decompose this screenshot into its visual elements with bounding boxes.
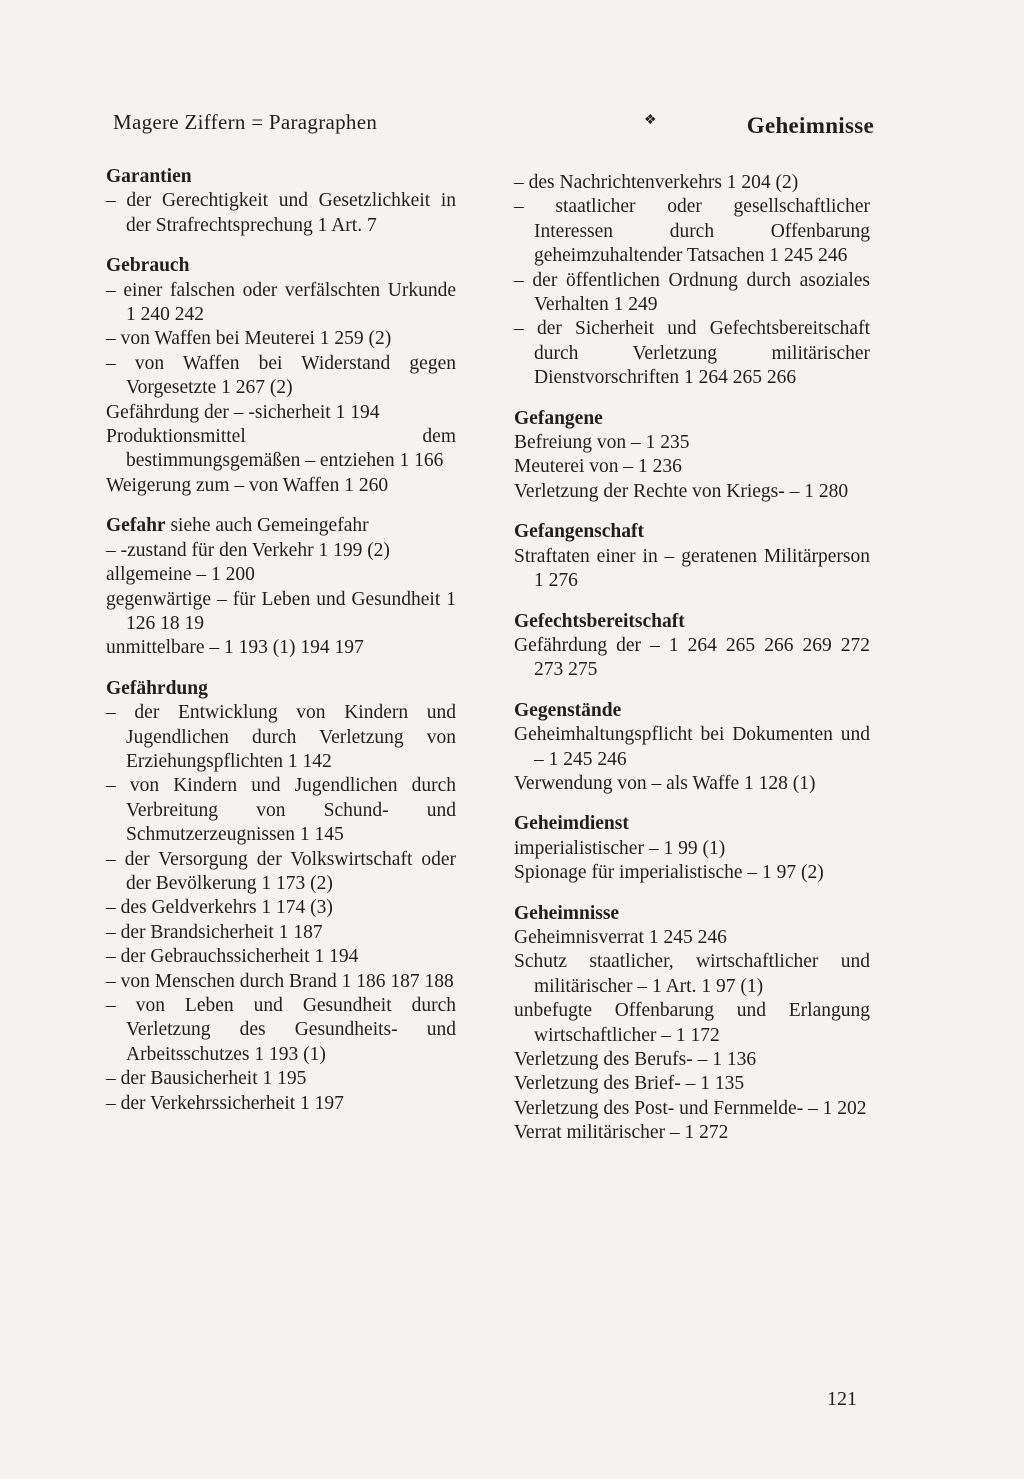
subentry-line: – von Menschen durch Brand 1 186 187 188 — [106, 970, 454, 992]
subentry-line: Geheimnisverrat 1 245 246 — [514, 926, 727, 948]
subentry-line: – einer falschen oder verfälschten Urkunde 1 240 242 — [106, 279, 456, 326]
subentry-line: gegenwärtige – für Leben und Gesundheit 1 126 18 19 — [106, 588, 456, 634]
subentry-line: Spionage für imperialistische – 1 97 (2) — [514, 862, 824, 884]
subentry-line: – des Nachrichtenverkehrs 1 204 (2) — [514, 172, 799, 193]
subentry-line: – der Brandsicherheit 1 187 — [106, 921, 323, 943]
index-entry — [514, 610, 870, 683]
heading-text: Geheimnisse — [514, 902, 620, 924]
subentry-line: – von Kindern und Jugendlichen durch Verbreitung von Schund- und Schmutzerzeugnissen 1 145 — [106, 775, 456, 846]
subentry-line: Meuterei von – 1 236 — [514, 456, 682, 478]
subentry-line: – von Waffen bei Widerstand gegen Vorgesetzte 1 267 (2) — [106, 352, 456, 399]
left-column — [106, 165, 456, 1132]
heading-text: Gegenstände — [514, 699, 622, 721]
index-entry — [106, 677, 456, 1116]
subentry-line: Verrat militärischer – 1 272 — [514, 1122, 729, 1144]
subentry-line: Gefährdung der – 1 264 265 266 269 272 273 275 — [514, 634, 870, 681]
heading-text: Gefangene — [514, 407, 603, 429]
entry-heading — [514, 699, 870, 723]
subentry-line: – von Leben und Gesundheit durch Verletzung des Gesundheits- und Arbeitsschutzes 1 193 (1) — [106, 995, 456, 1065]
page-number: 121 — [827, 1388, 857, 1410]
entry-heading — [106, 165, 456, 189]
subentry-line: Gefährdung der – -sicherheit 1 194 — [106, 401, 380, 423]
subentry-line: – der Versorgung der Volkswirtschaft oder der Bevölkerung 1 173 (2) — [106, 848, 456, 894]
index-entry — [514, 171, 870, 391]
subentry-line: Verletzung des Berufs- – 1 136 — [514, 1049, 757, 1070]
entry-heading — [514, 520, 870, 544]
header-left-note: Magere Ziffern = Paragraphen — [113, 110, 378, 134]
entry-heading — [514, 902, 870, 926]
subentry-line: Verwendung von – als Waffe 1 128 (1) — [514, 772, 816, 794]
entry-heading — [106, 514, 456, 538]
subentry-line: allgemeine – 1 200 — [106, 564, 255, 586]
subentry-line: – staatlicher oder gesellschaftlicher Interessen durch Offenbarung geheimzuhaltender Tatsachen 1 245 246 — [514, 196, 870, 267]
subentry-line: imperialistischer – 1 99 (1) — [514, 837, 726, 859]
heading-text: Gefechtsbereitschaft — [514, 610, 685, 632]
subentry-line: – der Bausicherheit 1 195 — [106, 1068, 307, 1090]
heading-text: Geheimdienst — [514, 813, 629, 835]
running-head: Geheimnisse — [746, 113, 874, 138]
index-entry — [106, 254, 456, 498]
index-entry — [514, 407, 870, 505]
subentry-line: – der Gerechtigkeit und Gesetzlichkeit in der Strafrechtsprechung 1 Art. 7 — [106, 190, 456, 236]
index-entry — [106, 165, 456, 238]
subentry-line: Straftaten einer in – geratenen Militärperson 1 276 — [514, 545, 870, 592]
heading-text: Gefahr — [106, 515, 166, 537]
entry-heading — [106, 677, 456, 701]
index-entry — [514, 812, 870, 885]
entry-heading — [514, 407, 870, 431]
subentry-line: Verletzung des Brief- – 1 135 — [514, 1073, 745, 1095]
entry-heading — [106, 254, 456, 278]
index-entry — [106, 514, 456, 660]
heading-note: siehe auch Gemeingefahr — [165, 515, 369, 537]
entry-heading — [514, 812, 870, 836]
heading-text: Gefangenschaft — [514, 521, 644, 543]
subentry-line: – der Gebrauchssicherheit 1 194 — [106, 946, 359, 968]
printer-mark-icon: ❖ — [644, 113, 657, 128]
right-column — [514, 171, 870, 1162]
subentry-line: Geheimhaltungspflicht bei Dokumenten und – 1 245 246 — [514, 724, 870, 770]
index-entry — [514, 902, 870, 1146]
subentry-line: – der Entwicklung von Kindern und Jugendlichen durch Verletzung von Erziehungspflichten 1 142 — [106, 702, 456, 772]
entry-heading — [514, 610, 870, 634]
heading-text: Gefährdung — [106, 677, 208, 699]
heading-text: Garantien — [106, 166, 192, 187]
subentry-line: – der Sicherheit und Gefechtsbereitschaft durch Verletzung militärischer Dienstvorschriften 1 264 265 266 — [514, 318, 870, 389]
index-entry — [514, 520, 870, 593]
subentry-line: – des Geldverkehrs 1 174 (3) — [106, 897, 333, 919]
subentry-line: – von Waffen bei Meuterei 1 259 (2) — [106, 328, 392, 350]
subentry-line: Befreiung von – 1 235 — [514, 432, 690, 454]
subentry-line: Schutz staatlicher, wirtschaftlicher und militärischer – 1 Art. 1 97 (1) — [514, 951, 870, 997]
subentry-line: Verletzung des Post- und Fernmelde- – 1 202 — [514, 1097, 867, 1119]
subentry-line: – der Verkehrssicherheit 1 197 — [106, 1092, 344, 1114]
index-entry — [514, 699, 870, 797]
subentry-line: unbefugte Offenbarung und Erlangung wirtschaftlicher – 1 172 — [514, 1000, 870, 1046]
subentry-line: – der öffentlichen Ordnung durch asoziales Verhalten 1 249 — [514, 269, 870, 316]
subentry-line: unmittelbare – 1 193 (1) 194 197 — [106, 637, 364, 659]
subentry-line: Weigerung zum – von Waffen 1 260 — [106, 474, 389, 496]
subentry-line: Produktionsmittel dem bestimmungsgemäßen – entziehen 1 166 — [106, 426, 456, 472]
heading-text: Gebrauch — [106, 255, 190, 277]
subentry-line: – -zustand für den Verkehr 1 199 (2) — [106, 539, 390, 561]
subentry-line: Verletzung der Rechte von Kriegs- – 1 280 — [514, 480, 849, 502]
